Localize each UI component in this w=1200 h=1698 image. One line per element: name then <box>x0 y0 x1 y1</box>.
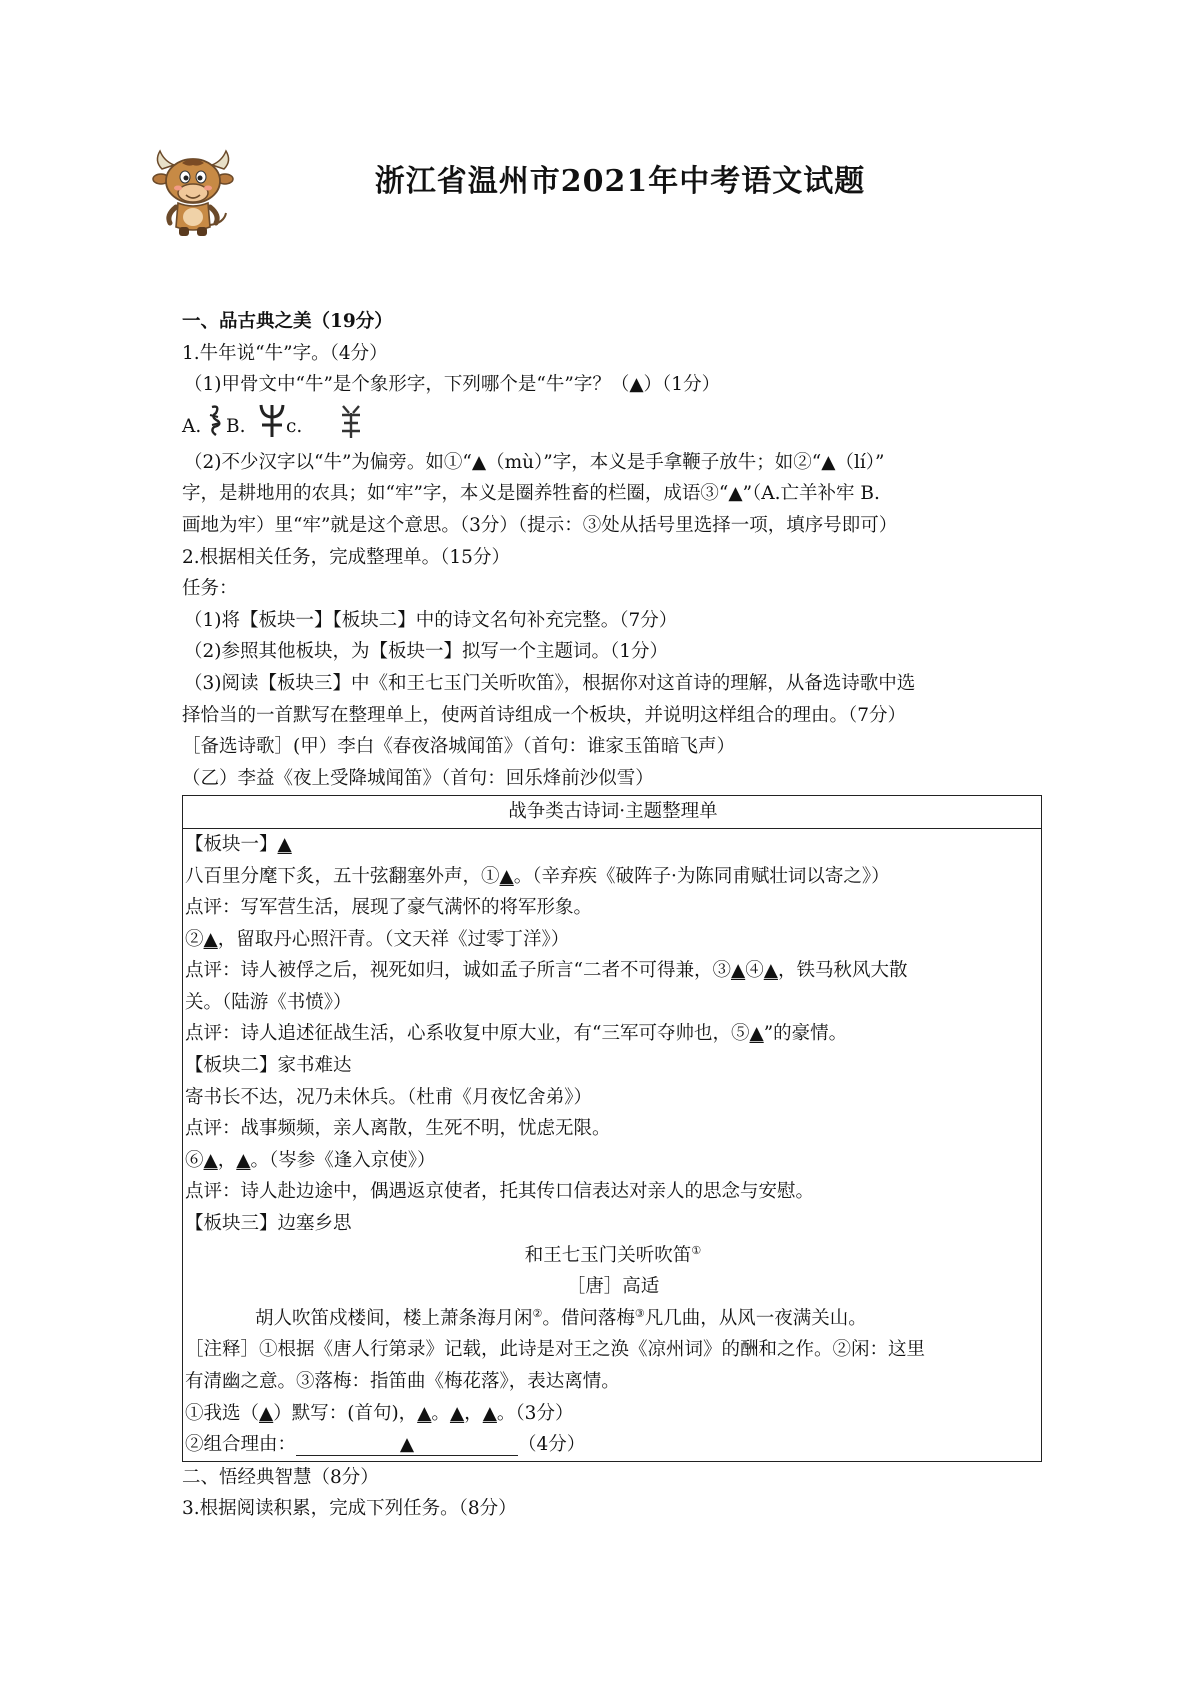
block-1-line-2: ②▲，留取丹心照汗青。（文天祥《过零丁洋》） <box>185 928 570 950</box>
answer-blank[interactable]: ▲ <box>203 1149 218 1171</box>
section-heading: 一、品古典之美（19分） <box>182 311 393 332</box>
footnote-marker: ① <box>691 1243 702 1257</box>
poem-author: ［唐］高适 <box>566 1276 660 1298</box>
oracle-glyph-a-icon <box>206 403 226 439</box>
answer-blank[interactable]: ▲ <box>417 1402 432 1424</box>
answer-blank[interactable]: ▲ <box>259 1402 274 1424</box>
question-stem: 3.根据阅读积累，完成下列任务。（8分） <box>182 1498 517 1520</box>
task-label: 任务： <box>182 578 238 600</box>
task-item-cont: 择恰当的一首默写在整理单上，使两首诗组成一个板块，并说明这样组合的理由。（7分） <box>182 704 907 726</box>
oracle-glyph-b-icon <box>258 401 286 439</box>
block-2-label: 【板块二】家书难达 <box>185 1055 352 1077</box>
option-b-label: B. <box>226 416 246 438</box>
answer-blank[interactable]: ▲ <box>763 960 778 982</box>
reason-answer-blank[interactable]: ▲ <box>296 1431 518 1456</box>
block-2-line-1: 寄书长不达，况乃未休兵。（杜甫《月夜忆舍弟》） <box>185 1086 593 1108</box>
answer-blank[interactable]: ▲ <box>482 1402 497 1424</box>
poem-option-jia: ［备选诗歌］(甲）李白《春夜洛城闻笛》（首句：谁家玉笛暗飞声） <box>182 736 735 758</box>
footnote-marker: ③ <box>634 1306 645 1320</box>
answer-blank[interactable]: ▲ <box>203 928 218 950</box>
poem-option-yi: （乙）李益《夜上受降城闻笛》（首句：回乐烽前沙似雪） <box>182 767 654 789</box>
answer-blank[interactable]: ▲ <box>449 1402 465 1424</box>
task-item: （1)将【板块一】【板块二】中的诗文名句补充完整。（7分） <box>184 609 678 631</box>
answer-blank[interactable]: ▲ <box>730 960 746 982</box>
block-2-line-2: ⑥▲，▲。（岑参《逢入京使》） <box>185 1149 436 1171</box>
block-3-label: 【板块三】边塞乡思 <box>185 1213 352 1235</box>
block-1-comment-2: 点评：诗人被俘之后，视死如归，诚如孟子所言“二者不可得兼，③▲④▲，铁马秋风大散 <box>185 960 908 982</box>
sub-question-cont: 画地为牢）里“牢”就是这个意思。（3分）（提示：③处从括号里选择一项，填序号即可） <box>182 514 898 536</box>
answer-line-2: ②组合理由： ▲ （4分） <box>185 1429 1041 1461</box>
footnote-marker: ② <box>532 1306 543 1320</box>
block-1-comment-2-cont: 关。（陆游《书愤》） <box>185 991 352 1013</box>
option-c-label: c. <box>286 416 303 438</box>
block-2-comment-2: 点评：诗人赴边途中，偶遇返京使者，托其传口信表达对亲人的思念与安慰。 <box>185 1181 815 1203</box>
task-item: （3)阅读【板块三】中《和王七玉门关听吹笛》，根据你对这首诗的理解，从备选诗歌中选 <box>184 672 916 694</box>
answer-blank[interactable]: ▲ <box>236 1149 251 1171</box>
block-1-comment-1: 点评：写军营生活，展现了豪气满怀的将军形象。 <box>185 897 593 919</box>
oracle-glyph-c-icon <box>338 403 364 439</box>
poem-notes: ［注释］①根据《唐人行第录》记载，此诗是对王之涣《凉州词》的酬和之作。②闲：这里 <box>185 1339 926 1361</box>
answer-line-1: ①我选（▲）默写：(首句)，▲。▲，▲。（3分） <box>185 1402 574 1424</box>
question-stem: 1.牛年说“牛”字。（4分） <box>182 342 388 364</box>
answer-blank[interactable]: ▲ <box>277 833 292 855</box>
answer-blank[interactable]: ▲ <box>499 865 514 887</box>
theme-sheet-table <box>182 795 1042 1461</box>
task-item: （2)参照其他板块，为【板块一】拟写一个主题词。（1分） <box>184 641 669 663</box>
sub-question: （1)甲骨文中“牛”是个象形字，下列哪个是“牛”字？（▲）（1分） <box>184 374 721 396</box>
option-a-label: A. <box>182 416 202 438</box>
page-title: 浙江省温州市2021年中考语文试题 <box>374 164 866 199</box>
answer-blank[interactable]: ▲ <box>749 1023 764 1045</box>
oracle-options <box>182 401 1042 447</box>
sub-question: （2)不少汉字以“牛”为偏旁。如①“▲（mù）”字，本义是手拿鞭子放牛；如②“▲（lí）” <box>184 451 885 473</box>
block-2-comment-1: 点评：战事频频，亲人离散，生死不明，忧虑无限。 <box>185 1118 611 1140</box>
exam-content <box>182 306 1042 1525</box>
poem-body: 胡人吹笛戍楼间，楼上萧条海月闲②。借问落梅③凡几曲，从风一夜满关山。 <box>255 1306 867 1329</box>
poem-notes-cont: 有清幽之意。③落梅：指笛曲《梅花落》，表达离情。 <box>185 1371 620 1392</box>
sub-question-cont: 字，是耕地用的农具；如“牢”字，本义是圈养牲畜的栏圈，成语③“▲”（A.亡羊补牢 B. <box>182 483 880 505</box>
poem-title: 和王七玉门关听吹笛① <box>524 1243 702 1266</box>
question-stem: 2.根据相关任务，完成整理单。（15分） <box>182 546 510 568</box>
block-1-label: 【板块一】▲ <box>185 833 292 855</box>
sheet-title: 战争类古诗词·主题整理单 <box>183 796 1042 829</box>
block-1-line-1: 八百里分麾下炙，五十弦翻塞外声，①▲。（辛弃疾《破阵子·为陈同甫赋壮词以寄之》） <box>185 865 890 887</box>
block-1-comment-3: 点评：诗人追述征战生活，心系收复中原大业，有“三军可夺帅也，⑤▲”的豪情。 <box>185 1023 848 1045</box>
sheet-body <box>183 828 1042 1461</box>
section-heading: 二、悟经典智慧（8分） <box>182 1466 379 1488</box>
